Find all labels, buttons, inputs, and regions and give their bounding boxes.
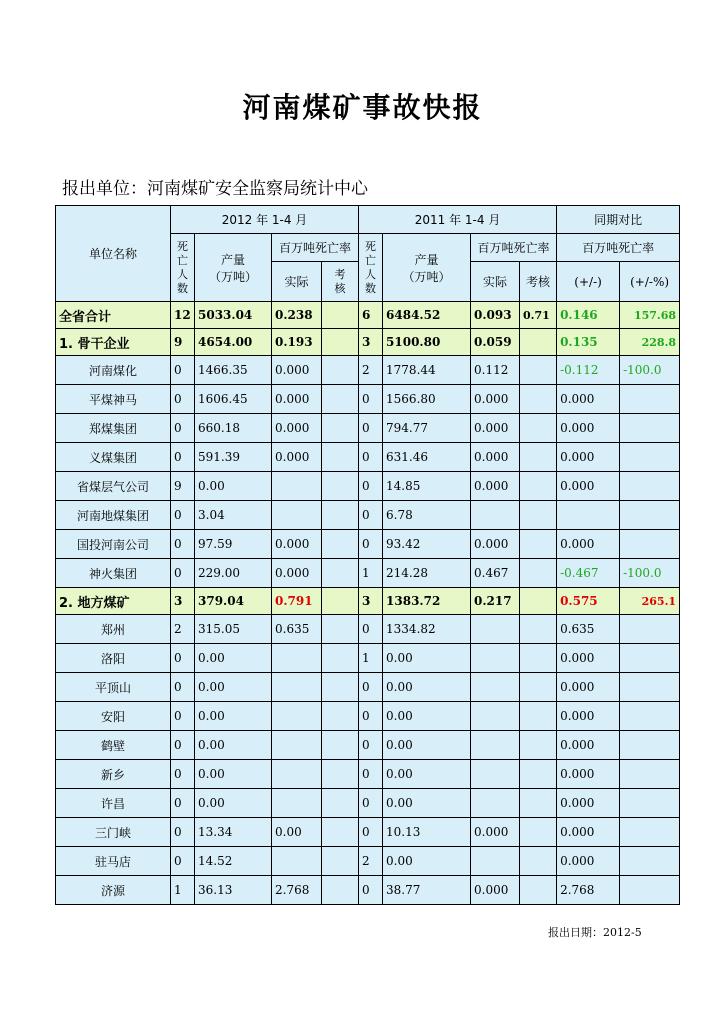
header-diff-pct: (+/-%) bbox=[620, 262, 680, 302]
row-a12-cell bbox=[322, 731, 359, 760]
table-body bbox=[56, 302, 680, 905]
row-a11-cell bbox=[520, 847, 557, 876]
row-pct-cell bbox=[620, 414, 680, 443]
table-row bbox=[56, 530, 680, 559]
row-name-cell: 1. 骨干企业 bbox=[56, 329, 171, 356]
row-a12-cell bbox=[322, 501, 359, 530]
row-diff-cell: 0.000 bbox=[557, 818, 620, 847]
row-name-cell: 河南煤化 bbox=[56, 356, 171, 385]
row-r12-cell: 0.000 bbox=[272, 356, 322, 385]
row-a12-cell bbox=[322, 673, 359, 702]
row-a11-cell bbox=[520, 760, 557, 789]
row-o12-cell: 660.18 bbox=[195, 414, 272, 443]
row-a11-cell bbox=[520, 530, 557, 559]
header-assess-2011: 考核 bbox=[520, 262, 557, 302]
row-o11-cell: 1778.44 bbox=[383, 356, 471, 385]
row-d11-cell: 0 bbox=[359, 443, 383, 472]
table-row bbox=[56, 818, 680, 847]
row-r11-cell: 0.000 bbox=[471, 472, 520, 501]
row-d11-cell: 2 bbox=[359, 847, 383, 876]
row-o12-cell: 315.05 bbox=[195, 615, 272, 644]
row-pct-cell: -100.0 bbox=[620, 356, 680, 385]
row-diff-cell: 0.000 bbox=[557, 472, 620, 501]
header-actual-2011: 实际 bbox=[471, 262, 520, 302]
row-r11-cell bbox=[471, 501, 520, 530]
row-diff-cell: 0.635 bbox=[557, 615, 620, 644]
row-o12-cell: 13.34 bbox=[195, 818, 272, 847]
row-a11-cell bbox=[520, 702, 557, 731]
report-table bbox=[55, 205, 680, 905]
row-r12-cell: 0.238 bbox=[272, 302, 322, 329]
row-a11-cell bbox=[520, 615, 557, 644]
header-diff: (+/-) bbox=[557, 262, 620, 302]
row-pct-cell bbox=[620, 385, 680, 414]
row-d12-cell: 0 bbox=[171, 818, 195, 847]
row-r11-cell bbox=[471, 644, 520, 673]
row-d12-cell: 0 bbox=[171, 702, 195, 731]
header-period-2012: 2012 年 1-4 月 bbox=[171, 206, 359, 234]
row-d12-cell: 0 bbox=[171, 644, 195, 673]
row-name-cell: 驻马店 bbox=[56, 847, 171, 876]
row-o11-cell: 0.00 bbox=[383, 702, 471, 731]
row-a11-cell bbox=[520, 789, 557, 818]
row-a11-cell bbox=[520, 673, 557, 702]
row-name-cell: 省煤层气公司 bbox=[56, 472, 171, 501]
row-diff-cell: 0.000 bbox=[557, 644, 620, 673]
row-o12-cell: 591.39 bbox=[195, 443, 272, 472]
row-o12-cell: 229.00 bbox=[195, 559, 272, 588]
row-r12-cell: 0.635 bbox=[272, 615, 322, 644]
table-row bbox=[56, 702, 680, 731]
table-row bbox=[56, 789, 680, 818]
row-pct-cell: 157.68 bbox=[620, 302, 680, 329]
row-name-cell: 安阳 bbox=[56, 702, 171, 731]
row-o12-cell: 5033.04 bbox=[195, 302, 272, 329]
table-row bbox=[56, 876, 680, 905]
row-o12-cell: 379.04 bbox=[195, 588, 272, 615]
row-diff-cell: 2.768 bbox=[557, 876, 620, 905]
row-r11-cell bbox=[471, 615, 520, 644]
row-name-cell: 义煤集团 bbox=[56, 443, 171, 472]
row-name-cell: 国投河南公司 bbox=[56, 530, 171, 559]
row-a12-cell bbox=[322, 644, 359, 673]
row-d12-cell: 9 bbox=[171, 472, 195, 501]
row-d12-cell: 0 bbox=[171, 789, 195, 818]
row-o11-cell: 631.46 bbox=[383, 443, 471, 472]
row-d11-cell: 0 bbox=[359, 702, 383, 731]
table-row bbox=[56, 673, 680, 702]
row-r12-cell: 0.000 bbox=[272, 530, 322, 559]
row-o11-cell: 5100.80 bbox=[383, 329, 471, 356]
row-a12-cell bbox=[322, 302, 359, 329]
row-a11-cell bbox=[520, 443, 557, 472]
row-r11-cell: 0.059 bbox=[471, 329, 520, 356]
row-d12-cell: 0 bbox=[171, 847, 195, 876]
row-o11-cell: 0.00 bbox=[383, 644, 471, 673]
row-r11-cell bbox=[471, 847, 520, 876]
row-d11-cell: 0 bbox=[359, 472, 383, 501]
row-r12-cell bbox=[272, 731, 322, 760]
row-r12-cell bbox=[272, 472, 322, 501]
row-a12-cell bbox=[322, 472, 359, 501]
row-o11-cell: 6484.52 bbox=[383, 302, 471, 329]
row-o12-cell: 0.00 bbox=[195, 673, 272, 702]
row-pct-cell bbox=[620, 702, 680, 731]
row-o11-cell: 0.00 bbox=[383, 789, 471, 818]
row-d12-cell: 9 bbox=[171, 329, 195, 356]
row-name-cell: 新乡 bbox=[56, 760, 171, 789]
table-row bbox=[56, 588, 680, 615]
row-diff-cell: 0.000 bbox=[557, 385, 620, 414]
row-d11-cell: 3 bbox=[359, 329, 383, 356]
row-a12-cell bbox=[322, 559, 359, 588]
row-o11-cell: 0.00 bbox=[383, 673, 471, 702]
table-row bbox=[56, 731, 680, 760]
row-a12-cell bbox=[322, 818, 359, 847]
row-d12-cell: 3 bbox=[171, 588, 195, 615]
row-o11-cell: 0.00 bbox=[383, 731, 471, 760]
row-d11-cell: 6 bbox=[359, 302, 383, 329]
report-date: 报出日期：2012-5 bbox=[548, 926, 642, 939]
header-unit-name: 单位名称 bbox=[56, 206, 171, 302]
row-r11-cell: 0.093 bbox=[471, 302, 520, 329]
row-pct-cell bbox=[620, 789, 680, 818]
row-o11-cell: 1566.80 bbox=[383, 385, 471, 414]
row-r11-cell bbox=[471, 760, 520, 789]
row-a11-cell bbox=[520, 472, 557, 501]
table-row bbox=[56, 472, 680, 501]
header-output-2012: 产量 （万吨） bbox=[195, 234, 272, 302]
row-r12-cell bbox=[272, 847, 322, 876]
row-o12-cell: 0.00 bbox=[195, 702, 272, 731]
row-d12-cell: 0 bbox=[171, 385, 195, 414]
row-a12-cell bbox=[322, 385, 359, 414]
row-name-cell: 全省合计 bbox=[56, 302, 171, 329]
row-o12-cell: 0.00 bbox=[195, 472, 272, 501]
row-a11-cell bbox=[520, 818, 557, 847]
row-r12-cell bbox=[272, 702, 322, 731]
row-o11-cell: 14.85 bbox=[383, 472, 471, 501]
row-o12-cell: 3.04 bbox=[195, 501, 272, 530]
row-r11-cell: 0.112 bbox=[471, 356, 520, 385]
row-r12-cell bbox=[272, 644, 322, 673]
row-r12-cell bbox=[272, 789, 322, 818]
row-name-cell: 2. 地方煤矿 bbox=[56, 588, 171, 615]
row-r11-cell: 0.467 bbox=[471, 559, 520, 588]
row-o11-cell: 0.00 bbox=[383, 847, 471, 876]
row-a11-cell bbox=[520, 644, 557, 673]
row-d11-cell: 0 bbox=[359, 731, 383, 760]
row-a11-cell bbox=[520, 385, 557, 414]
row-r11-cell bbox=[471, 789, 520, 818]
row-pct-cell bbox=[620, 673, 680, 702]
row-diff-cell: 0.000 bbox=[557, 673, 620, 702]
row-d11-cell: 0 bbox=[359, 876, 383, 905]
header-deaths-2011: 死 亡 人 数 bbox=[359, 234, 383, 302]
row-a11-cell bbox=[520, 559, 557, 588]
row-name-cell: 河南地煤集团 bbox=[56, 501, 171, 530]
row-r11-cell: 0.000 bbox=[471, 876, 520, 905]
row-a11-cell bbox=[520, 731, 557, 760]
row-d12-cell: 0 bbox=[171, 559, 195, 588]
row-diff-cell bbox=[557, 501, 620, 530]
report-unit: 报出单位：河南煤矿安全监察局统计中心 bbox=[62, 179, 368, 199]
table-row bbox=[56, 385, 680, 414]
row-o12-cell: 4654.00 bbox=[195, 329, 272, 356]
header-actual-2012: 实际 bbox=[272, 262, 322, 302]
row-r12-cell bbox=[272, 760, 322, 789]
row-a12-cell bbox=[322, 356, 359, 385]
row-name-cell: 郑煤集团 bbox=[56, 414, 171, 443]
table-row bbox=[56, 329, 680, 356]
row-pct-cell bbox=[620, 760, 680, 789]
row-pct-cell bbox=[620, 530, 680, 559]
table-row bbox=[56, 847, 680, 876]
header-yoy-rate: 百万吨死亡率 bbox=[557, 234, 680, 262]
row-a12-cell bbox=[322, 615, 359, 644]
row-pct-cell bbox=[620, 876, 680, 905]
row-r12-cell: 0.000 bbox=[272, 443, 322, 472]
row-d12-cell: 0 bbox=[171, 443, 195, 472]
row-o11-cell: 6.78 bbox=[383, 501, 471, 530]
row-name-cell: 许昌 bbox=[56, 789, 171, 818]
row-o12-cell: 0.00 bbox=[195, 760, 272, 789]
row-pct-cell bbox=[620, 615, 680, 644]
row-d11-cell: 3 bbox=[359, 588, 383, 615]
header-period-2011: 2011 年 1-4 月 bbox=[359, 206, 557, 234]
row-pct-cell bbox=[620, 847, 680, 876]
header-rate-2012: 百万吨死亡率 bbox=[272, 234, 359, 262]
row-d11-cell: 1 bbox=[359, 644, 383, 673]
row-o12-cell: 97.59 bbox=[195, 530, 272, 559]
report-title: 河南煤矿事故快报 bbox=[242, 91, 483, 124]
row-r12-cell bbox=[272, 673, 322, 702]
row-o12-cell: 0.00 bbox=[195, 731, 272, 760]
row-pct-cell bbox=[620, 731, 680, 760]
row-pct-cell: 228.8 bbox=[620, 329, 680, 356]
row-o12-cell: 14.52 bbox=[195, 847, 272, 876]
row-r11-cell: 0.217 bbox=[471, 588, 520, 615]
row-r11-cell: 0.000 bbox=[471, 530, 520, 559]
row-diff-cell: 0.000 bbox=[557, 702, 620, 731]
row-r12-cell: 0.193 bbox=[272, 329, 322, 356]
row-d11-cell: 0 bbox=[359, 385, 383, 414]
table-row bbox=[56, 443, 680, 472]
row-a12-cell bbox=[322, 530, 359, 559]
row-pct-cell bbox=[620, 443, 680, 472]
row-o11-cell: 10.13 bbox=[383, 818, 471, 847]
row-d11-cell: 0 bbox=[359, 673, 383, 702]
row-d12-cell: 12 bbox=[171, 302, 195, 329]
row-a11-cell bbox=[520, 501, 557, 530]
header-rate-2011: 百万吨死亡率 bbox=[471, 234, 557, 262]
table-row bbox=[56, 414, 680, 443]
row-d11-cell: 0 bbox=[359, 818, 383, 847]
table-row bbox=[56, 760, 680, 789]
row-o11-cell: 1334.82 bbox=[383, 615, 471, 644]
table-row bbox=[56, 356, 680, 385]
row-r11-cell: 0.000 bbox=[471, 385, 520, 414]
row-d12-cell: 0 bbox=[171, 414, 195, 443]
row-diff-cell: 0.000 bbox=[557, 414, 620, 443]
row-d11-cell: 0 bbox=[359, 414, 383, 443]
row-a12-cell bbox=[322, 760, 359, 789]
row-diff-cell: 0.000 bbox=[557, 731, 620, 760]
row-r11-cell: 0.000 bbox=[471, 818, 520, 847]
row-o11-cell: 1383.72 bbox=[383, 588, 471, 615]
row-r12-cell: 0.000 bbox=[272, 385, 322, 414]
row-name-cell: 郑州 bbox=[56, 615, 171, 644]
row-a12-cell bbox=[322, 847, 359, 876]
row-a11-cell bbox=[520, 414, 557, 443]
row-a12-cell bbox=[322, 789, 359, 818]
row-o12-cell: 0.00 bbox=[195, 789, 272, 818]
row-pct-cell bbox=[620, 818, 680, 847]
row-r12-cell: 0.000 bbox=[272, 414, 322, 443]
row-d11-cell: 0 bbox=[359, 615, 383, 644]
row-o12-cell: 1466.35 bbox=[195, 356, 272, 385]
row-a11-cell bbox=[520, 876, 557, 905]
row-d12-cell: 0 bbox=[171, 501, 195, 530]
row-r11-cell: 0.000 bbox=[471, 443, 520, 472]
row-r11-cell bbox=[471, 673, 520, 702]
row-pct-cell bbox=[620, 644, 680, 673]
table-row bbox=[56, 644, 680, 673]
row-pct-cell bbox=[620, 472, 680, 501]
row-o11-cell: 38.77 bbox=[383, 876, 471, 905]
row-d11-cell: 0 bbox=[359, 760, 383, 789]
row-d12-cell: 0 bbox=[171, 530, 195, 559]
row-name-cell: 神火集团 bbox=[56, 559, 171, 588]
row-a11-cell bbox=[520, 588, 557, 615]
row-a11-cell: 0.71 bbox=[520, 302, 557, 329]
row-pct-cell: -100.0 bbox=[620, 559, 680, 588]
row-a12-cell bbox=[322, 702, 359, 731]
table-row bbox=[56, 501, 680, 530]
table-row bbox=[56, 559, 680, 588]
row-a11-cell bbox=[520, 329, 557, 356]
row-diff-cell: 0.000 bbox=[557, 847, 620, 876]
row-d12-cell: 0 bbox=[171, 760, 195, 789]
row-d11-cell: 0 bbox=[359, 789, 383, 818]
row-r12-cell: 0.000 bbox=[272, 559, 322, 588]
row-pct-cell bbox=[620, 501, 680, 530]
row-diff-cell: 0.146 bbox=[557, 302, 620, 329]
row-diff-cell: 0.000 bbox=[557, 789, 620, 818]
row-o11-cell: 794.77 bbox=[383, 414, 471, 443]
row-a12-cell bbox=[322, 588, 359, 615]
row-name-cell: 三门峡 bbox=[56, 818, 171, 847]
row-d12-cell: 0 bbox=[171, 731, 195, 760]
row-r11-cell: 0.000 bbox=[471, 414, 520, 443]
row-r11-cell bbox=[471, 702, 520, 731]
row-d11-cell: 2 bbox=[359, 356, 383, 385]
row-diff-cell: 0.000 bbox=[557, 443, 620, 472]
row-d12-cell: 1 bbox=[171, 876, 195, 905]
row-diff-cell: 0.000 bbox=[557, 530, 620, 559]
row-r12-cell: 2.768 bbox=[272, 876, 322, 905]
row-d12-cell: 2 bbox=[171, 615, 195, 644]
row-d11-cell: 1 bbox=[359, 559, 383, 588]
row-diff-cell: -0.112 bbox=[557, 356, 620, 385]
row-o12-cell: 0.00 bbox=[195, 644, 272, 673]
row-d12-cell: 0 bbox=[171, 356, 195, 385]
row-diff-cell: 0.000 bbox=[557, 760, 620, 789]
row-a12-cell bbox=[322, 443, 359, 472]
row-r12-cell: 0.791 bbox=[272, 588, 322, 615]
table-row bbox=[56, 302, 680, 329]
row-r12-cell bbox=[272, 501, 322, 530]
row-a12-cell bbox=[322, 876, 359, 905]
row-a12-cell bbox=[322, 414, 359, 443]
header-output-2011: 产量 （万吨） bbox=[383, 234, 471, 302]
row-pct-cell: 265.1 bbox=[620, 588, 680, 615]
row-o12-cell: 36.13 bbox=[195, 876, 272, 905]
row-diff-cell: -0.467 bbox=[557, 559, 620, 588]
row-d11-cell: 0 bbox=[359, 501, 383, 530]
row-name-cell: 洛阳 bbox=[56, 644, 171, 673]
row-name-cell: 鹤壁 bbox=[56, 731, 171, 760]
row-d11-cell: 0 bbox=[359, 530, 383, 559]
row-name-cell: 平顶山 bbox=[56, 673, 171, 702]
header-deaths-2012: 死 亡 人 数 bbox=[171, 234, 195, 302]
row-r12-cell: 0.00 bbox=[272, 818, 322, 847]
row-r11-cell bbox=[471, 731, 520, 760]
row-name-cell: 平煤神马 bbox=[56, 385, 171, 414]
row-o11-cell: 0.00 bbox=[383, 760, 471, 789]
row-o11-cell: 214.28 bbox=[383, 559, 471, 588]
row-name-cell: 济源 bbox=[56, 876, 171, 905]
row-a12-cell bbox=[322, 329, 359, 356]
row-d12-cell: 0 bbox=[171, 673, 195, 702]
header-assess-2012: 考 核 bbox=[322, 262, 359, 302]
header-yoy: 同期对比 bbox=[557, 206, 680, 234]
table-row bbox=[56, 615, 680, 644]
row-o12-cell: 1606.45 bbox=[195, 385, 272, 414]
row-o11-cell: 93.42 bbox=[383, 530, 471, 559]
row-a11-cell bbox=[520, 356, 557, 385]
row-diff-cell: 0.135 bbox=[557, 329, 620, 356]
row-diff-cell: 0.575 bbox=[557, 588, 620, 615]
